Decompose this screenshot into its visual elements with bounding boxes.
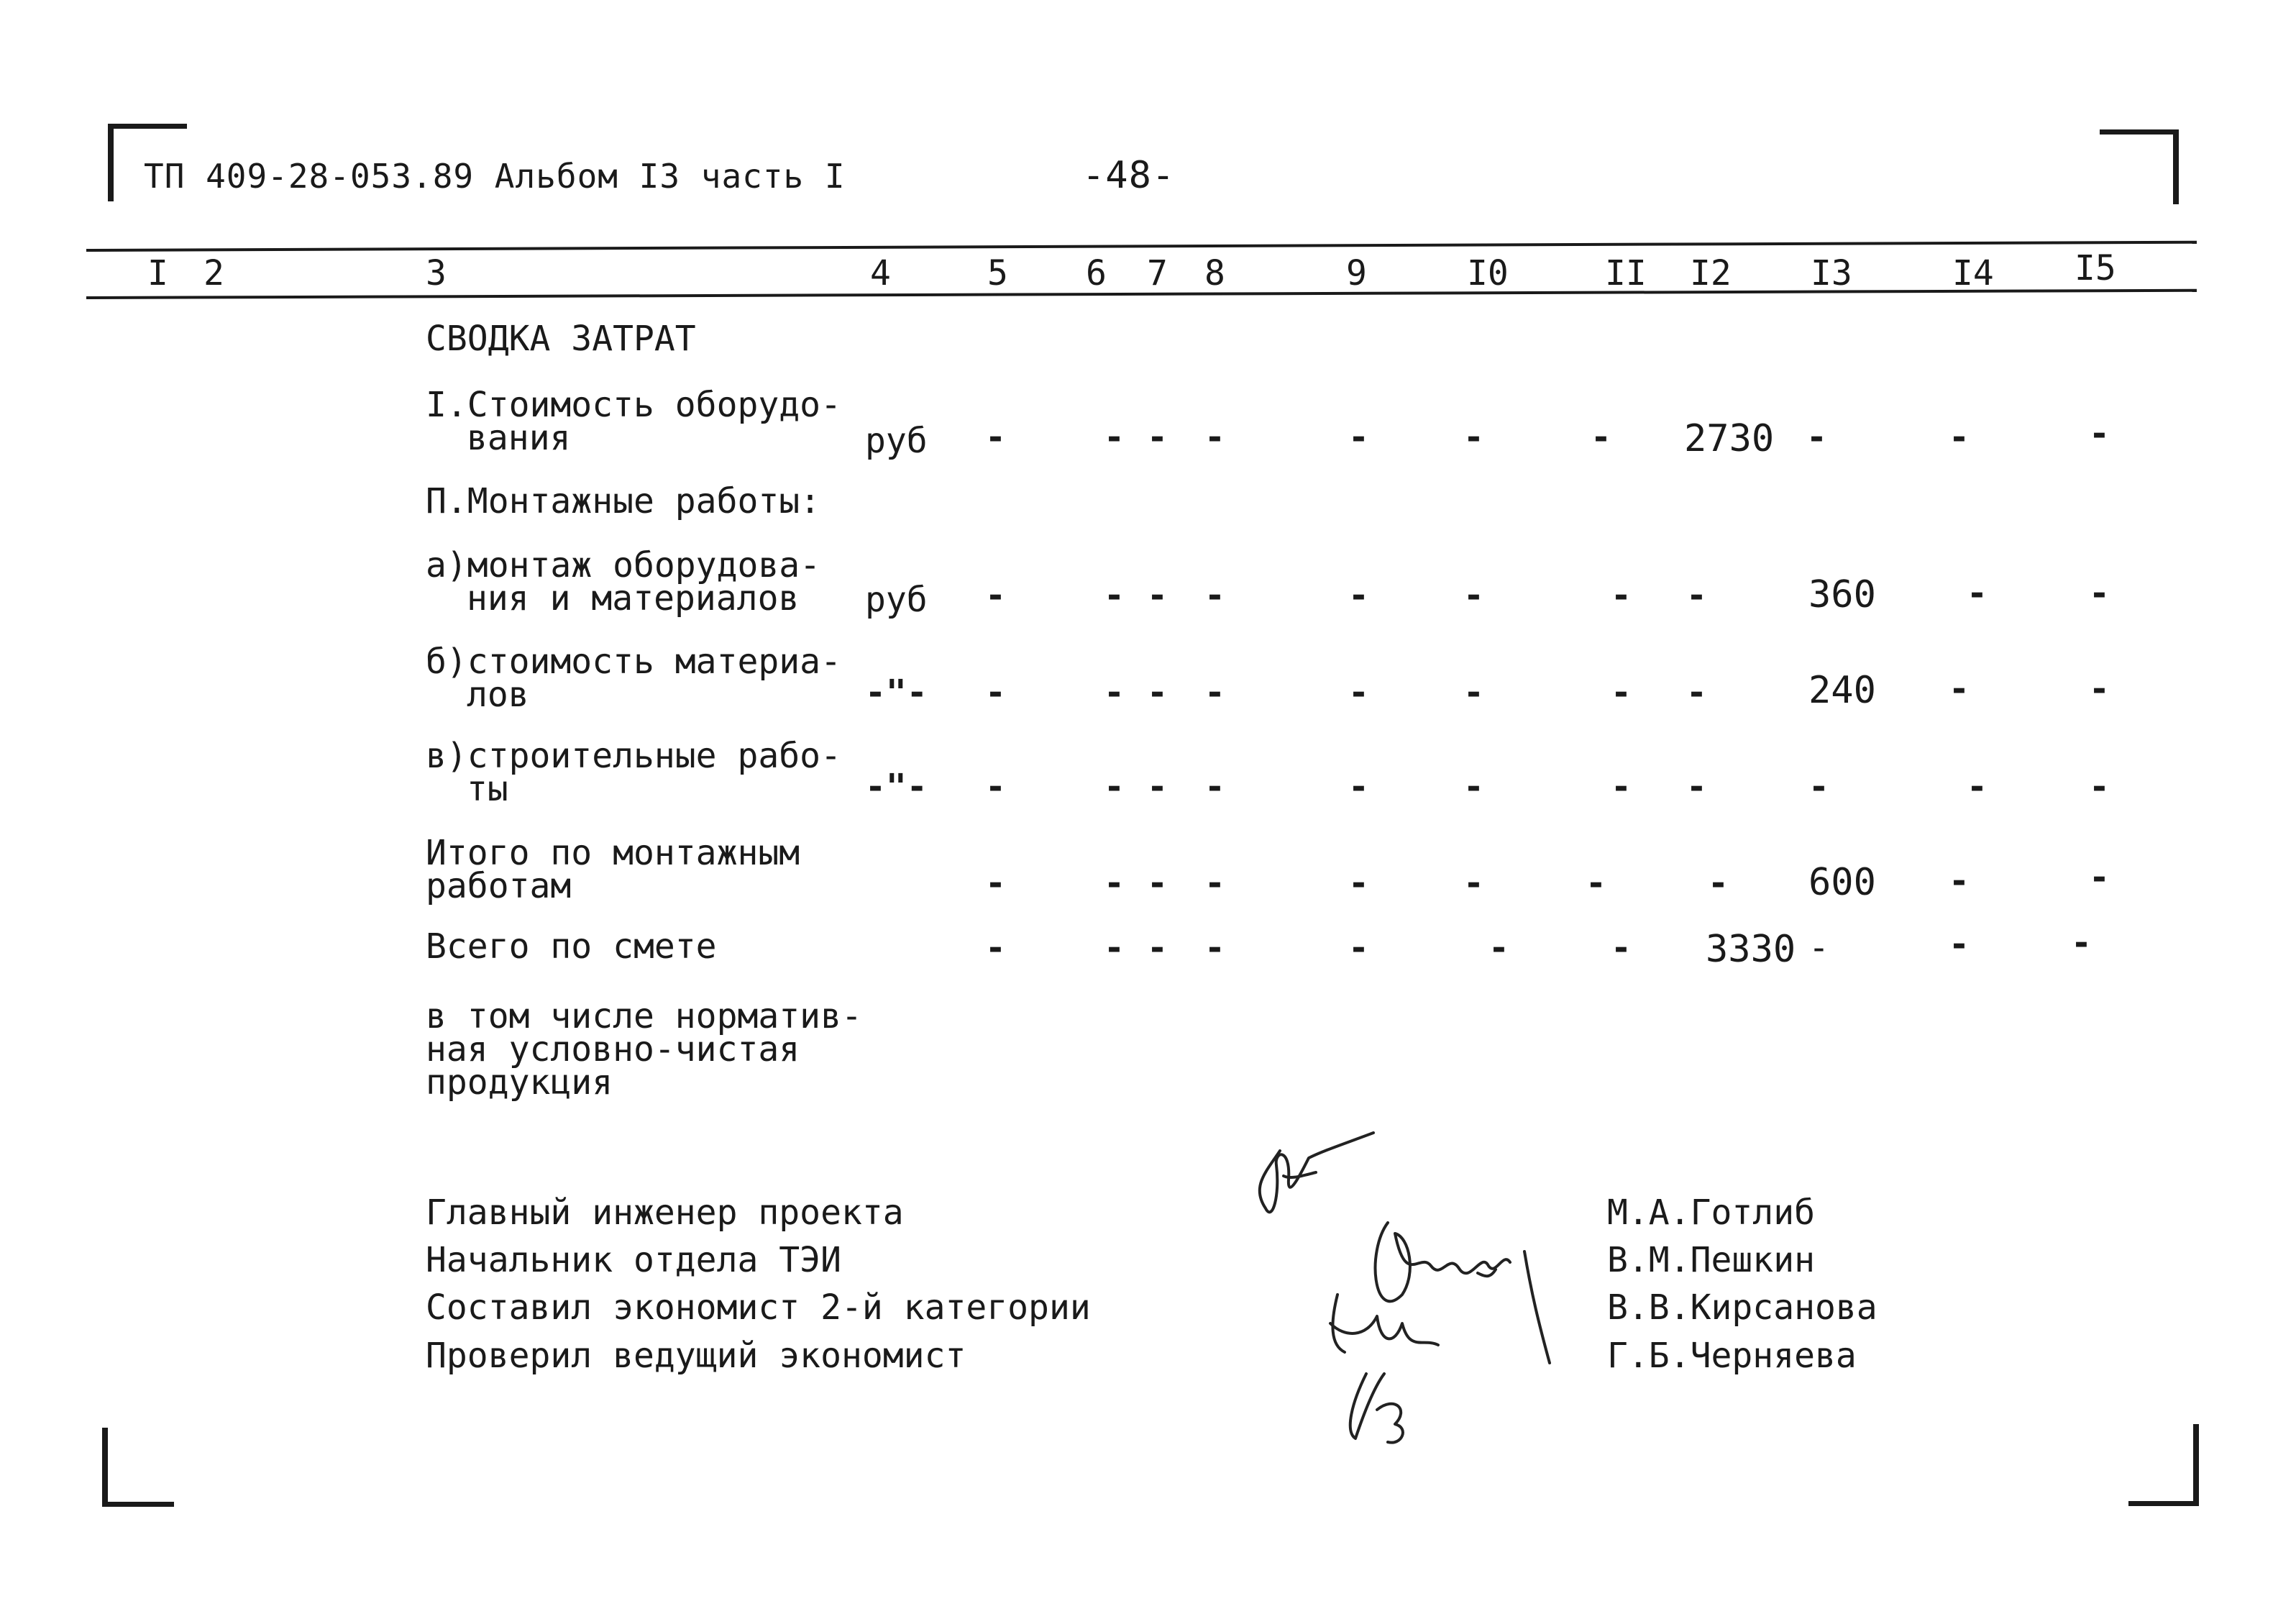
cell-c6: - <box>1104 575 1125 616</box>
corner-mark-bottom-right-h <box>2128 1501 2199 1506</box>
row-label: П.Монтажные работы: <box>426 481 821 521</box>
cell-c8: - <box>1204 928 1225 968</box>
cell-c15: - <box>2089 857 2110 898</box>
cell-c13: 600 <box>1808 861 1876 904</box>
signer-position: Проверил ведущий экономист <box>426 1336 966 1376</box>
cell-c7: - <box>1147 928 1168 968</box>
row-label: Всего по смете <box>426 926 717 967</box>
column-header: 7 <box>1147 253 1168 293</box>
column-header: 4 <box>870 253 891 293</box>
cell-c11: - <box>1611 575 1632 616</box>
cell-c12: - <box>1708 863 1729 903</box>
signer-position: Начальник отдела ТЭИ <box>426 1240 841 1280</box>
cell-c9: - <box>1348 417 1369 457</box>
cell-c7: - <box>1147 672 1168 713</box>
column-header: I4 <box>1952 253 1994 293</box>
cell-c10: - <box>1463 575 1484 616</box>
cell-c14: - <box>1949 669 1970 709</box>
cell-c5: - <box>985 767 1006 807</box>
unit-cell: руб <box>865 421 928 461</box>
cell-c14: - <box>1949 861 1970 901</box>
cell-c7: - <box>1147 863 1168 903</box>
cell-c12: 3330 <box>1706 928 1796 971</box>
cell-c9: - <box>1348 575 1369 616</box>
cell-c8: - <box>1204 863 1225 903</box>
row-label: в том числе норматив- ная условно-чистая продукция <box>426 996 862 1103</box>
signature-3 <box>1330 1295 1438 1352</box>
cell-c10: - <box>1463 417 1484 457</box>
table-top-rule <box>86 241 2197 252</box>
signer-name: Г.Б.Черняева <box>1607 1336 1857 1376</box>
document-title: ТП 409-28-053.89 Альбом I3 часть I <box>144 157 846 196</box>
cell-c14: - <box>1967 573 1988 614</box>
row-label: в)строительные рабо- ты <box>426 736 841 809</box>
cell-c13: - <box>1806 417 1827 457</box>
cell-c13: - <box>1808 928 1829 968</box>
corner-mark-bottom-right <box>2193 1424 2199 1506</box>
cell-c10: - <box>1488 928 1509 968</box>
cell-c7: - <box>1147 767 1168 807</box>
cell-c15: - <box>2089 414 2110 454</box>
corner-mark-bottom-left-h <box>102 1502 174 1507</box>
signer-name: В.В.Кирсанова <box>1607 1287 1877 1328</box>
cell-c11: - <box>1611 672 1632 713</box>
cell-c14: - <box>1949 417 1970 457</box>
cell-c8: - <box>1204 672 1225 713</box>
column-header: I2 <box>1690 253 1732 293</box>
cell-c5: - <box>985 417 1006 457</box>
row-label: Итого по монтажным работам <box>426 833 800 906</box>
unit-cell: руб <box>865 580 928 620</box>
cell-c11: - <box>1611 767 1632 807</box>
row-label: а)монтаж оборудова- ния и материалов <box>426 545 821 619</box>
column-header: 8 <box>1204 253 1225 293</box>
cell-c15: - <box>2071 923 2092 963</box>
table-header-rule <box>86 289 2197 299</box>
cell-c12: - <box>1686 672 1707 713</box>
cell-c13: - <box>1808 767 1829 807</box>
cell-c8: - <box>1204 575 1225 616</box>
cell-c12: 2730 <box>1684 417 1775 460</box>
cell-c6: - <box>1104 863 1125 903</box>
cell-c10: - <box>1463 767 1484 807</box>
cell-c12: - <box>1686 767 1707 807</box>
signature-4 <box>1350 1374 1403 1443</box>
cell-c7: - <box>1147 417 1168 457</box>
column-header: 3 <box>426 253 447 293</box>
section-title: СВОДКА ЗАТРАТ <box>426 319 696 359</box>
corner-mark-top-right <box>2173 129 2179 204</box>
cell-c15: - <box>2089 573 2110 614</box>
cell-c5: - <box>985 928 1006 968</box>
column-header: 9 <box>1346 253 1367 293</box>
column-header: 6 <box>1086 253 1107 293</box>
cell-c11: - <box>1591 417 1611 457</box>
cell-c13: 240 <box>1808 669 1876 712</box>
cell-c8: - <box>1204 417 1225 457</box>
cell-c7: - <box>1147 575 1168 616</box>
cell-c9: - <box>1348 928 1369 968</box>
cell-c15: - <box>2089 669 2110 709</box>
unit-cell: -"- <box>865 767 928 807</box>
cell-c5: - <box>985 672 1006 713</box>
signature-2 <box>1376 1223 1510 1301</box>
cell-c9: - <box>1348 767 1369 807</box>
cell-c5: - <box>985 863 1006 903</box>
cell-c15: - <box>2089 767 2110 807</box>
cell-c6: - <box>1104 767 1125 807</box>
corner-mark-bottom-left <box>102 1428 108 1507</box>
column-header: 5 <box>987 253 1008 293</box>
corner-mark-top-right-h <box>2100 129 2179 134</box>
cell-c10: - <box>1463 672 1484 713</box>
cell-c14: - <box>1949 924 1970 964</box>
cell-c12: - <box>1686 575 1707 616</box>
cell-c14: - <box>1967 767 1988 807</box>
handwritten-signatures <box>1222 1108 1596 1467</box>
cell-c8: - <box>1204 767 1225 807</box>
row-label: I.Стоимость оборудо- вания <box>426 385 841 458</box>
corner-mark-top-left <box>108 124 114 201</box>
column-header: I <box>147 253 168 293</box>
row-label: б)стоимость материа- лов <box>426 642 841 715</box>
column-header: I3 <box>1811 253 1852 293</box>
cell-c9: - <box>1348 863 1369 903</box>
signer-position: Главный инженер проекта <box>426 1192 904 1233</box>
column-header: 2 <box>203 253 224 293</box>
signer-position: Составил экономист 2-й категории <box>426 1287 1091 1328</box>
cell-c5: - <box>985 575 1006 616</box>
cell-c11: - <box>1611 928 1632 968</box>
column-header: I0 <box>1467 253 1509 293</box>
page-number: -48- <box>1082 154 1176 197</box>
cell-c6: - <box>1104 672 1125 713</box>
cell-c6: - <box>1104 417 1125 457</box>
unit-cell: -"- <box>865 672 928 713</box>
cell-c6: - <box>1104 928 1125 968</box>
column-header: II <box>1605 253 1647 293</box>
column-header: I5 <box>2075 248 2116 288</box>
cell-c11: - <box>1586 863 1606 903</box>
signer-name: В.М.Пешкин <box>1607 1240 1815 1280</box>
corner-mark-top-left-h <box>108 124 187 129</box>
cell-c9: - <box>1348 672 1369 713</box>
cell-c10: - <box>1463 863 1484 903</box>
cell-c13: 360 <box>1808 573 1876 616</box>
signer-name: М.А.Готлиб <box>1607 1192 1815 1233</box>
